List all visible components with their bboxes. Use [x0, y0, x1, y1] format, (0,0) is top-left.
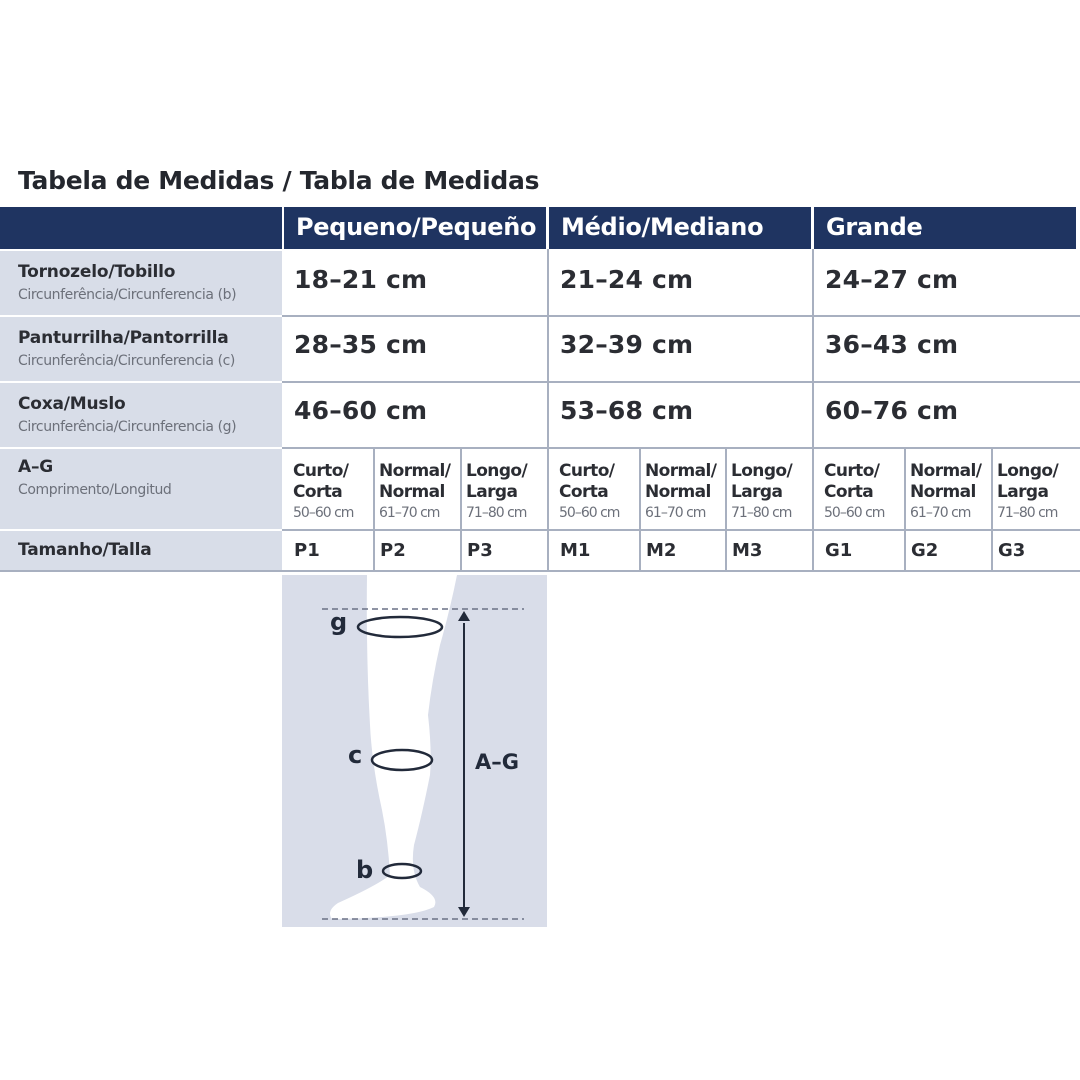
row-label-thigh — [0, 383, 282, 447]
length-option-line2: Corta — [824, 482, 874, 502]
divider — [282, 315, 1080, 317]
thigh-large-value: 60–76 cm — [825, 396, 959, 425]
calf-medium-value: 32–39 cm — [560, 330, 694, 359]
length-label: A–G — [475, 750, 519, 774]
length-arrow-head-bottom — [458, 907, 470, 917]
divider — [904, 449, 906, 571]
table-title: Tabela de Medidas / Tabla de Medidas — [18, 166, 540, 195]
size-g3: G3 — [998, 540, 1026, 561]
length-option-range: 50–60 cm — [559, 505, 620, 521]
length-medium-long — [731, 461, 792, 523]
leg-diagram — [282, 575, 547, 927]
thigh-label: Coxa/Muslo — [18, 394, 126, 414]
divider — [725, 449, 727, 571]
size-p1: P1 — [294, 540, 320, 561]
length-option-line2: Larga — [466, 482, 518, 502]
length-small-normal — [379, 461, 450, 523]
length-option-line1: Normal/ — [379, 461, 451, 481]
ankle-small-value: 18–21 cm — [294, 265, 428, 294]
length-option-line2: Normal — [379, 482, 445, 502]
ankle-marker-label: b — [356, 856, 374, 884]
ankle-large-value: 24–27 cm — [825, 265, 959, 294]
length-option-line1: Normal/ — [645, 461, 717, 481]
divider — [373, 449, 375, 571]
calf-large-value: 36–43 cm — [825, 330, 959, 359]
divider — [0, 570, 1080, 572]
length-option-range: 71–80 cm — [466, 505, 527, 521]
ankle-medium-value: 21–24 cm — [560, 265, 694, 294]
calf-label: Panturrilha/Pantorrilla — [18, 328, 229, 348]
ankle-sublabel: Circunferência/Circunferencia (b) — [18, 287, 237, 303]
length-sublabel: Comprimento/Longitud — [18, 482, 172, 498]
size-g2: G2 — [911, 540, 939, 561]
thigh-small-value: 46–60 cm — [294, 396, 428, 425]
header-bar — [0, 207, 282, 249]
row-label-size — [0, 531, 282, 571]
calf-sublabel: Circunferência/Circunferencia (c) — [18, 353, 235, 369]
divider — [812, 249, 814, 571]
length-option-range: 71–80 cm — [731, 505, 792, 521]
length-option-line1: Longo/ — [731, 461, 793, 481]
thigh-sublabel: Circunferência/Circunferencia (g) — [18, 419, 237, 435]
thigh-medium-value: 53–68 cm — [560, 396, 694, 425]
length-option-range: 50–60 cm — [824, 505, 885, 521]
length-large-normal — [910, 461, 981, 523]
length-option-line2: Corta — [293, 482, 343, 502]
length-medium-normal — [645, 461, 716, 523]
row-label-ankle — [0, 251, 282, 315]
divider — [639, 449, 641, 571]
size-p3: P3 — [467, 540, 493, 561]
divider — [282, 447, 1080, 449]
length-small-short — [293, 461, 353, 523]
divider — [460, 449, 462, 571]
header-medium-label: Médio/Mediano — [561, 213, 764, 241]
thigh-marker-label: g — [330, 608, 348, 636]
size-p2: P2 — [380, 540, 406, 561]
header-large — [814, 207, 1076, 249]
divider — [282, 529, 1080, 531]
header-small — [284, 207, 546, 249]
length-arrow-head-top — [458, 611, 470, 621]
length-label: A–G — [18, 457, 54, 477]
length-option-line1: Curto/ — [559, 461, 615, 481]
length-option-range: 61–70 cm — [645, 505, 706, 521]
length-option-line1: Longo/ — [466, 461, 528, 481]
length-large-long — [997, 461, 1058, 523]
row-label-length — [0, 449, 282, 529]
divider — [547, 249, 549, 571]
calf-marker-label: c — [348, 741, 363, 769]
length-option-range: 61–70 cm — [910, 505, 971, 521]
length-medium-short — [559, 461, 619, 523]
length-option-line2: Normal — [910, 482, 976, 502]
length-option-line2: Corta — [559, 482, 609, 502]
length-option-line2: Normal — [645, 482, 711, 502]
row-label-calf — [0, 317, 282, 381]
length-option-line1: Curto/ — [824, 461, 880, 481]
size-m3: M3 — [732, 540, 763, 561]
length-option-line1: Curto/ — [293, 461, 349, 481]
length-large-short — [824, 461, 884, 523]
length-option-line2: Larga — [997, 482, 1049, 502]
length-option-range: 71–80 cm — [997, 505, 1058, 521]
length-option-range: 50–60 cm — [293, 505, 354, 521]
length-small-long — [466, 461, 527, 523]
length-option-line1: Longo/ — [997, 461, 1059, 481]
size-g1: G1 — [825, 540, 853, 561]
size-m1: M1 — [560, 540, 591, 561]
size-m2: M2 — [646, 540, 677, 561]
divider — [991, 449, 993, 571]
length-option-range: 61–70 cm — [379, 505, 440, 521]
length-option-line1: Normal/ — [910, 461, 982, 481]
header-small-label: Pequeno/Pequeño — [296, 213, 537, 241]
header-medium — [549, 207, 811, 249]
size-table — [0, 207, 1080, 572]
length-option-line2: Larga — [731, 482, 783, 502]
ankle-label: Tornozelo/Tobillo — [18, 262, 176, 282]
size-label: Tamanho/Talla — [18, 540, 152, 560]
divider — [282, 381, 1080, 383]
calf-small-value: 28–35 cm — [294, 330, 428, 359]
header-large-label: Grande — [826, 213, 923, 241]
